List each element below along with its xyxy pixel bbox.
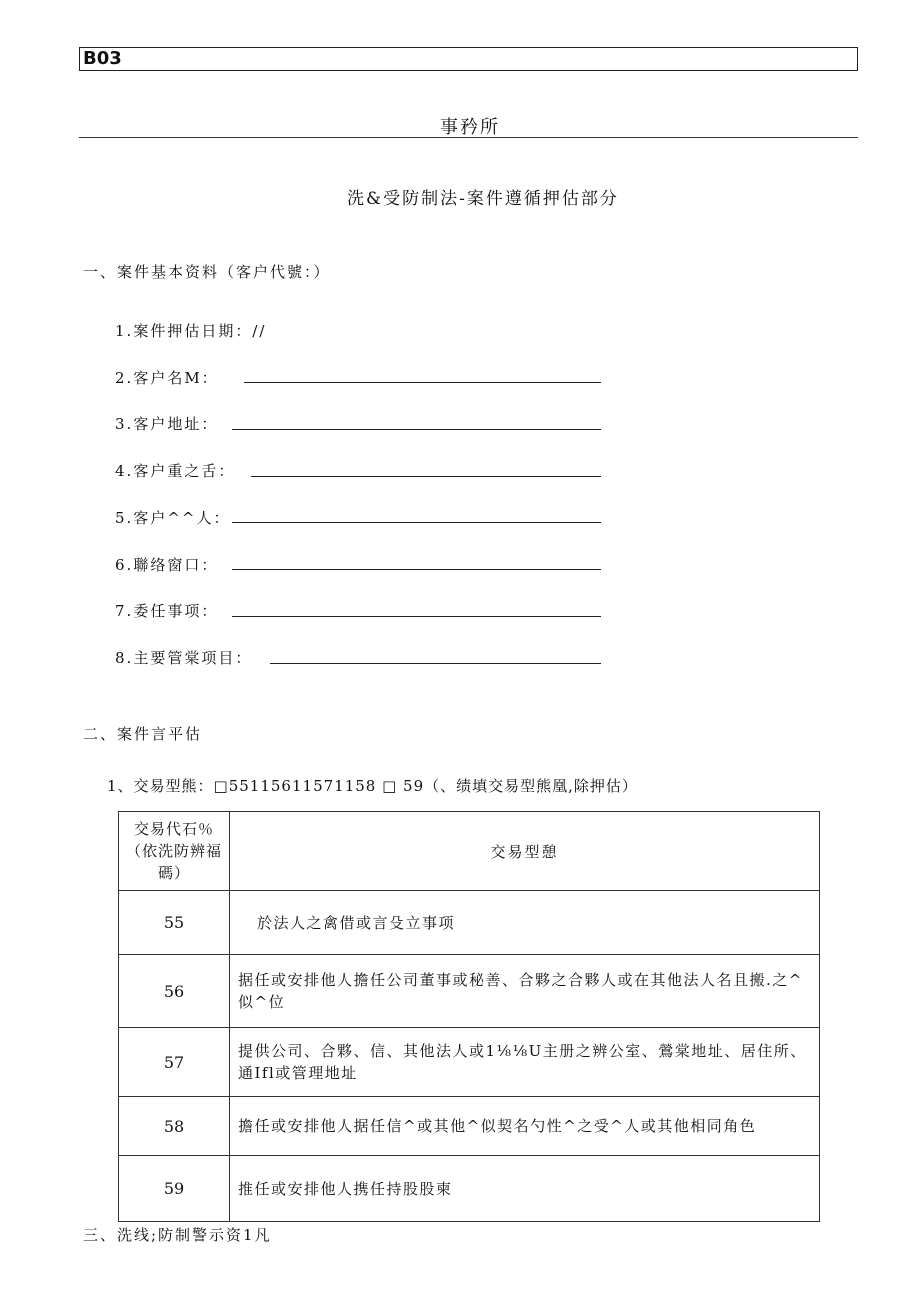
field-label: .案件押估日期：// — [126, 322, 267, 340]
header-code-cell — [119, 812, 230, 891]
table-row — [119, 1097, 820, 1156]
form-code-box — [79, 47, 858, 71]
field-number: 7 — [115, 602, 127, 620]
row-code: 58 — [119, 1097, 230, 1156]
contact-window-input-line[interactable] — [232, 569, 601, 570]
field-label: .客户地址： — [126, 415, 219, 433]
field-contact-window — [115, 554, 218, 575]
document-title: 洗&受防制法-案件遵循押估部分 — [347, 189, 619, 209]
table-row — [119, 1028, 820, 1097]
firm-name: 事矜所 — [440, 117, 500, 138]
field-number: 2 — [115, 369, 127, 387]
row-description: 提供公司、合夥、信、其他法人或1⅛⅛U主册之辨公室、鶯棠地址、居住所、通Ifl或管理地址 — [230, 1028, 820, 1097]
header-code-line: 碼） — [157, 864, 190, 882]
field-label: .客户名M： — [126, 369, 219, 387]
field-assessment-date — [115, 320, 266, 341]
table-row — [119, 955, 820, 1028]
field-number: 4 — [115, 462, 127, 480]
row-code: 56 — [119, 955, 230, 1028]
field-number: 5 — [115, 509, 127, 527]
row-code: 57 — [119, 1028, 230, 1097]
section1-heading: 一、案件基本资料（客户代號：） — [83, 263, 331, 281]
table-row — [119, 1156, 820, 1222]
field-label: .委任事项： — [126, 602, 219, 620]
header-type-cell: 交易型憩 — [230, 812, 820, 891]
field-label: .主要管棠项目： — [126, 649, 253, 667]
header-divider — [79, 137, 858, 138]
section2-heading: 二、案件言平估 — [83, 725, 203, 743]
field-engagement-matters — [115, 600, 218, 621]
engagement-matters-input-line[interactable] — [232, 616, 601, 617]
section3-heading: 三、洗线;防制警示资1凡 — [83, 1226, 272, 1244]
row-code: 59 — [119, 1156, 230, 1222]
field-client-name — [115, 367, 219, 388]
client-representative-input-line[interactable] — [232, 522, 601, 523]
client-name-input-line[interactable] — [244, 382, 601, 383]
table-header-row — [119, 812, 820, 891]
transaction-type-table — [118, 811, 820, 1222]
field-number: 3 — [115, 415, 127, 433]
row-code: 55 — [119, 891, 230, 955]
field-client-address — [115, 413, 218, 434]
field-label: .客户重之舌： — [126, 462, 236, 480]
field-label: .客户^^人： — [126, 509, 231, 527]
field-main-business — [115, 647, 252, 668]
row-description: 推任或安排他人携任持股股柬 — [230, 1156, 820, 1222]
row-description: 於法人之禽借或言殳立事项 — [230, 891, 820, 955]
field-client-representative — [115, 507, 230, 528]
field-number: 8 — [115, 649, 127, 667]
row-description: 据任或安排他人擔任公司董事或秘善、合夥之合夥人或在其他法人名且搬.之^似^位 — [230, 955, 820, 1028]
row-description: 擔任或安排他人据任信^或其他^似契名勺性^之受^人或其他相同角色 — [230, 1097, 820, 1156]
field-number: 6 — [115, 556, 127, 574]
transaction-type-line: 1、交易型熊：□55115611571158 □ 59（、绩填交易型熊凰,除押估） — [107, 777, 638, 795]
header-code-line: 交易代石％ — [133, 820, 214, 838]
main-business-input-line[interactable] — [270, 663, 601, 664]
header-code-line: （依洗防辨福 — [125, 842, 222, 860]
client-phone-input-line[interactable] — [251, 476, 601, 477]
field-label: .聯络窗口： — [126, 556, 219, 574]
table-row — [119, 891, 820, 955]
field-client-phone — [115, 460, 235, 481]
field-number: 1 — [115, 322, 127, 340]
form-code: B03 — [83, 48, 122, 69]
client-address-input-line[interactable] — [232, 429, 601, 430]
